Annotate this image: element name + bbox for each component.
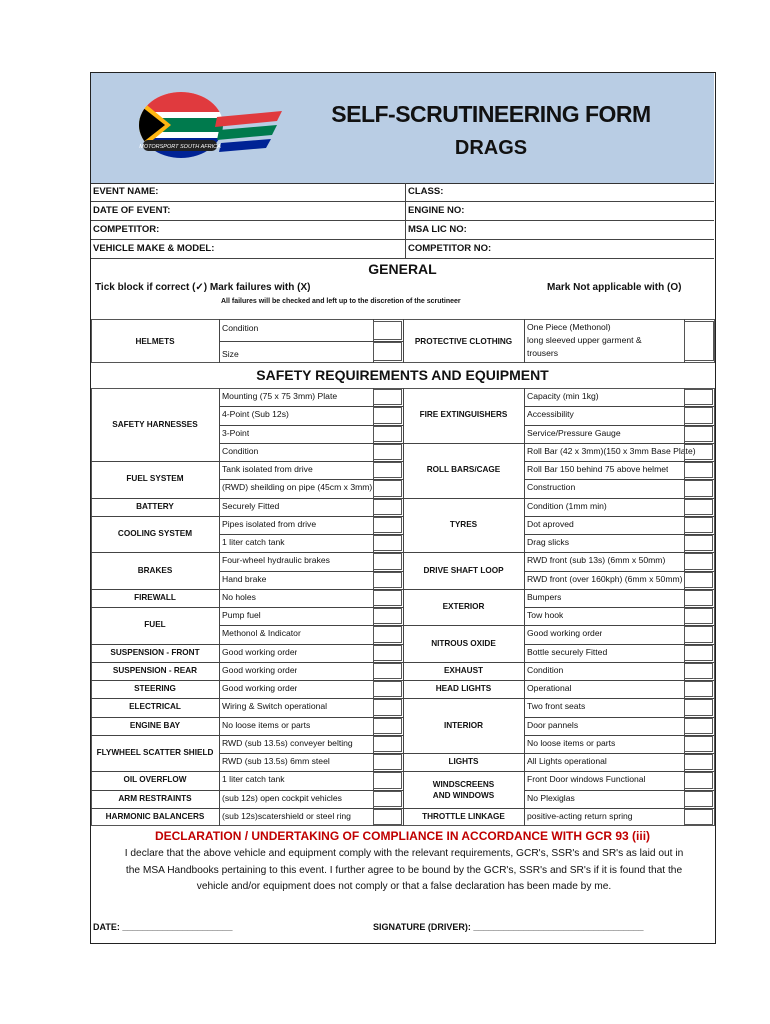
right-label-windscreens-and-windows: AND WINDOWS [432,790,495,800]
general-heading: GENERAL [368,261,437,277]
left-item: Wiring & Switch operational [222,701,328,712]
right-item: Construction [527,482,576,493]
right-checkbox[interactable] [684,426,713,442]
left-item: (sub 12s)scatershield or steel ring [222,810,351,821]
declaration-line-1: I declare that the above vehicle and equipment comply with the relevant requirements, GCR's, SSR's and SR's as laid out in [124,848,684,859]
right-checkbox[interactable] [684,754,713,770]
left-checkbox[interactable] [373,426,402,442]
left-item: Tank isolated from drive [222,464,313,474]
engine-no-field[interactable]: ENGINE NO: [408,205,465,216]
declaration-line-3: vehicle and/or equipment does not comply or that a false declaration has been made by me. [196,881,612,892]
right-label-fire-extinguishers: FIRE EXTINGUISHERS [419,410,508,420]
left-checkbox[interactable] [373,645,402,661]
scrutineer-note: All failures will be checked and left up to the discretion of the scrutineer [221,298,461,305]
right-item: Two front seats [527,701,586,712]
left-checkbox[interactable] [373,626,402,642]
right-checkbox[interactable] [684,389,713,405]
left-label-battery: BATTERY [136,501,174,511]
left-label-brakes: BRAKES [137,565,173,575]
right-item: Roll Bar 150 behind 75 above helmet [527,464,669,474]
right-checkbox[interactable] [684,553,713,569]
left-checkbox[interactable] [373,553,402,569]
na-instruction: Mark Not applicable with (O) [547,282,682,293]
class-field[interactable]: CLASS: [408,186,444,197]
left-checkbox[interactable] [373,809,402,825]
left-item: Good working order [222,664,298,675]
left-checkbox[interactable] [373,736,402,752]
right-checkbox[interactable] [684,663,713,679]
checkbox[interactable] [373,321,402,340]
left-checkbox[interactable] [373,663,402,679]
left-item: 1 liter catch tank [222,537,285,547]
left-checkbox[interactable] [373,462,402,478]
left-label-electrical: ELECTRICAL [129,702,181,712]
date-of-event-field[interactable]: DATE OF EVENT: [93,205,171,216]
left-item: Hand brake [222,573,267,584]
left-item: Condition [222,445,259,456]
left-item: (sub 12s) open cockpit vehicles [222,792,342,803]
right-item: Operational [527,683,572,693]
right-checkbox[interactable] [684,535,713,551]
tick-instruction: Tick block if correct (✓) Mark failures with (X) [95,282,311,293]
left-label-firewall: FIREWALL [134,592,176,602]
left-item: Pump fuel [222,610,261,620]
declaration-heading: DECLARATION / UNDERTAKING OF COMPLIANCE IN ACCORDANCE WITH GCR 93 (iii) [154,829,651,843]
right-checkbox[interactable] [684,499,713,515]
right-checkbox[interactable] [684,626,713,642]
checkbox[interactable] [684,321,714,361]
safety-heading: SAFETY REQUIREMENTS AND EQUIPMENT [256,367,549,383]
event-name-field[interactable]: EVENT NAME: [93,186,159,197]
left-checkbox[interactable] [373,791,402,807]
left-label-oil-overflow: OIL OVERFLOW [123,775,187,785]
scrutineering-form [90,72,716,944]
left-checkbox[interactable] [373,699,402,715]
right-item: positive-acting return spring [527,810,633,821]
right-checkbox[interactable] [684,462,713,478]
right-item: Good working order [527,628,603,639]
left-item: 3-Point [222,427,250,438]
right-label-lights: LIGHTS [448,757,479,767]
right-item: Condition [527,664,564,675]
left-item: Methonol & Indicator [222,628,301,639]
vehicle-field[interactable]: VEHICLE MAKE & MODEL: [93,243,215,254]
protective-item: long sleeved upper garment & [527,335,642,345]
protective-item: One Piece (Methonol) [527,322,611,332]
right-label-head-lights: HEAD LIGHTS [435,684,492,694]
right-checkbox[interactable] [684,681,713,697]
right-checkbox[interactable] [684,444,713,460]
right-item: Bumpers [527,591,562,602]
left-label-cooling-system: COOLING SYSTEM [117,529,193,538]
left-item: 1 liter catch tank [222,774,285,785]
helmets-item: Condition [222,323,259,333]
left-item: RWD (sub 13.5s) conveyer belting [222,737,353,748]
right-checkbox[interactable] [684,572,713,588]
right-item: Roll Bar (42 x 3mm)(150 x 3mm Base Plate) [527,445,696,456]
right-item: Dot aproved [527,518,574,529]
left-label-steering: STEERING [134,684,176,694]
left-label-flywheel-scatter-shield: FLYWHEEL SCATTER SHIELD [96,748,214,757]
right-label-exterior: EXTERIOR [442,602,485,611]
right-item: No loose items or parts [527,737,616,748]
right-checkbox[interactable] [684,608,713,624]
left-checkbox[interactable] [373,389,402,405]
right-item: Front Door windows Functional [527,774,646,785]
left-checkbox[interactable] [373,608,402,624]
right-label-exhaust: EXHAUST [443,665,484,675]
declaration-line-2: the MSA Handbooks pertaining to this event. I further agree to be bound by the GCR's, SSR's and SR's if it is found that the [125,865,683,876]
right-label-tyres: TYRES [449,519,478,529]
date-signature-field[interactable]: DATE: ______________________ [93,922,233,932]
right-checkbox[interactable] [684,791,713,807]
left-item: Securely Fitted [222,500,280,511]
right-label-windscreens-and-windows: WINDSCREENS [432,779,495,789]
left-checkbox[interactable] [373,718,402,734]
right-checkbox[interactable] [684,718,713,734]
driver-signature-field[interactable]: SIGNATURE (DRIVER): __________________________________ [373,922,644,932]
right-checkbox[interactable] [684,809,713,825]
right-label-roll-bars-cage: ROLL BARS/CAGE [426,465,501,475]
logo-text: MOTORSPORT SOUTH AFRICA [139,144,221,150]
competitor-field[interactable]: COMPETITOR: [93,224,160,235]
right-item: Drag slicks [527,537,570,547]
motorsport-sa-logo [137,85,287,165]
left-label-safety-harnesses: SAFETY HARNESSES [112,419,198,429]
checkbox[interactable] [373,342,402,361]
left-item: No loose items or parts [222,719,311,730]
right-checkbox[interactable] [684,590,713,606]
left-item: Mounting (75 x 75 3mm) Plate [222,391,338,401]
flag-icon [137,85,227,165]
right-item: Tow hook [527,610,564,620]
left-checkbox[interactable] [373,407,402,423]
right-checkbox[interactable] [684,772,713,788]
right-item: Service/Pressure Gauge [527,427,621,438]
form-subtitle: DRAGS [454,137,528,159]
left-label-engine-bay: ENGINE BAY [129,720,181,730]
left-checkbox[interactable] [373,499,402,515]
protective-item: trousers [527,348,559,358]
left-item: Four-wheel hydraulic brakes [222,555,330,566]
left-label-suspension-rear: SUSPENSION - REAR [112,665,198,675]
left-item: RWD (sub 13.5s) 6mm steel [222,756,330,766]
right-item: Bottle securely Fitted [527,646,608,657]
right-checkbox[interactable] [684,699,713,715]
right-item: Condition (1mm min) [527,500,607,511]
helmets-label: HELMETS [135,337,175,346]
right-checkbox[interactable] [684,480,713,496]
left-checkbox[interactable] [373,572,402,588]
left-checkbox[interactable] [373,772,402,788]
right-item: Door pannels [527,719,579,730]
msa-lic-field[interactable]: MSA LIC NO: [408,224,467,235]
left-label-suspension-front: SUSPENSION - FRONT [110,647,200,657]
left-checkbox[interactable] [373,535,402,551]
left-label-harmonic-balancers: HARMONIC BALANCERS [105,811,205,821]
right-label-throttle-linkage: THROTTLE LINKAGE [422,811,505,821]
right-label-interior: INTERIOR [443,720,484,730]
left-checkbox[interactable] [373,444,402,460]
left-item: (RWD) sheilding on pipe (45cm x 3mm) [222,482,372,493]
protective-clothing-label: PROTECTIVE CLOTHING [414,337,513,346]
right-item: Capacity (min 1kg) [527,391,599,401]
helmets-item: Size [222,349,239,359]
left-label-fuel-system: FUEL SYSTEM [126,474,184,484]
left-label-fuel: FUEL [144,620,166,630]
left-checkbox[interactable] [373,590,402,606]
right-item: RWD front (over 160kph) (6mm x 50mm) [527,573,683,584]
right-checkbox[interactable] [684,517,713,533]
left-item: No holes [222,591,256,602]
right-checkbox[interactable] [684,736,713,752]
right-checkbox[interactable] [684,645,713,661]
right-label-nitrous-oxide: NITROUS OXIDE [431,638,496,648]
left-item: Pipes isolated from drive [222,518,317,529]
right-item: No Plexiglas [527,792,575,803]
competitor-no-field[interactable]: COMPETITOR NO: [408,243,492,254]
left-checkbox[interactable] [373,754,402,770]
right-label-drive-shaft-loop: DRIVE SHAFT LOOP [423,565,504,575]
left-item: Good working order [222,646,298,657]
left-label-arm-restraints: ARM RESTRAINTS [118,793,192,803]
left-checkbox[interactable] [373,517,402,533]
left-checkbox[interactable] [373,480,402,496]
form-header [91,73,714,184]
right-item: Accessibility [527,409,574,420]
left-checkbox[interactable] [373,681,402,697]
left-item: Good working order [222,683,298,693]
left-item: 4-Point (Sub 12s) [222,409,289,420]
right-checkbox[interactable] [684,407,713,423]
right-item: RWD front (sub 13s) (6mm x 50mm) [527,555,666,566]
form-title: SELF-SCRUTINEERING FORM [331,101,651,127]
right-item: All Lights operational [527,756,607,766]
